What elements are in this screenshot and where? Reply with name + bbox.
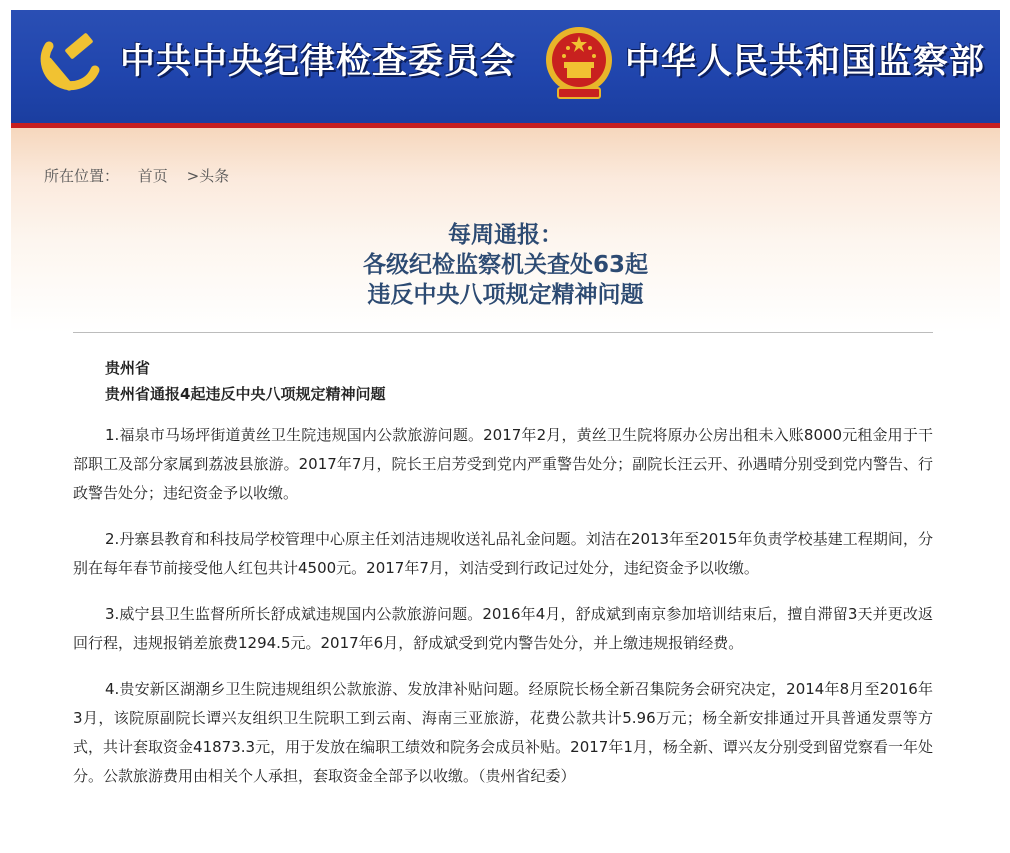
article-body [73,355,933,791]
party-emblem-icon [35,26,107,98]
section-subtitle: 贵州省通报4起违反中央八项规定精神问题 [105,385,386,403]
case-paragraph-4: 4.贵安新区湖潮乡卫生院违规组织公款旅游、发放津补贴问题。经原院长杨全新召集院务会研究决定，2014年8月至2016年3月，该院原副院长谭兴友组织卫生院职工到云南、海南三亚旅游，花费公款共计5.96万元；杨全新安排通过开具普通发票等方式，共计套取资金41873.3元，用于发放在编职工绩效和院务会成员补贴。2017年1月，杨全新、谭兴友分别受到留党察看一年处分。公款旅游费用由相关个人承担，套取资金全部予以收缴。（贵州省纪委） [73,680,933,785]
cdi-title: 中共中央纪律检查委员会 [120,42,517,82]
headline-line-3: 违反中央八项规定精神问题 [367,282,644,308]
breadcrumb-home-link[interactable]: 首页 [137,167,168,185]
breadcrumb-label: 所在位置： [44,167,120,185]
case-paragraph-1: 1.福泉市马场坪街道黄丝卫生院违规国内公款旅游问题。2017年2月，黄丝卫生院将原办公房出租未入账8000元租金用于干部职工及部分家属到荔波县旅游。2017年7月，院长王启芳受到党内严重警告处分；副院长汪云开、孙遇晴分别受到党内警告、行政警告处分；违纪资金予以收缴。 [73,426,933,502]
mos-title: 中华人民共和国监察部 [625,42,986,82]
breadcrumb-current-link[interactable]: >头条 [186,167,230,185]
headline-line-2: 各级纪检监察机关查处63起 [362,252,648,278]
headline-divider [73,332,933,333]
article-headline [11,220,1000,310]
case-paragraph-2: 2.丹寨县教育和科技局学校管理中心原主任刘洁违规收送礼品礼金问题。刘洁在2013年至2015年负责学校基建工程期间，分别在每年春节前接受他人红包共计4500元。2017年7月，刘洁受到行政记过处分，违纪资金予以收缴。 [73,530,933,577]
header-banner [11,10,1000,128]
page-frame [11,10,1000,853]
section-province: 贵州省 [105,359,151,377]
state-emblem-icon [544,20,614,106]
headline-line-1: 每周通报： [448,222,563,248]
breadcrumb [44,165,243,186]
case-paragraph-3: 3.威宁县卫生监督所所长舒成斌违规国内公款旅游问题。2016年4月，舒成斌到南京参加培训结束后，擅自滞留3天并更改返回行程，违规报销差旅费1294.5元。2017年6月，舒成斌受到党内警告处分，并上缴违规报销经费。 [73,605,933,652]
